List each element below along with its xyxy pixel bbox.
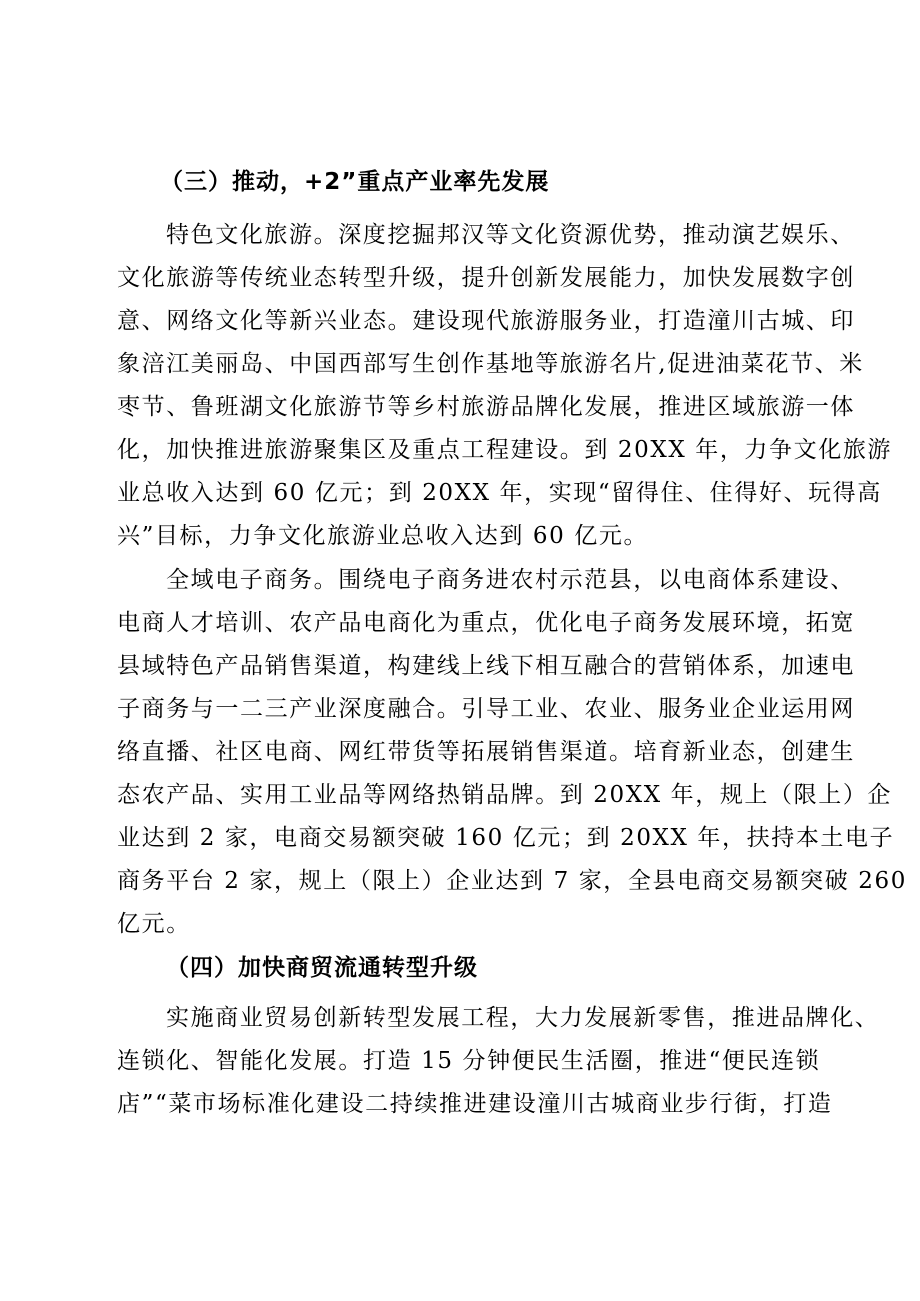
paragraph-line: 连锁化、智能化发展。打造 15 分钟便民生活圈，推进“便民连锁 <box>117 1048 821 1074</box>
paragraph-line: 特色文化旅游。深度挖掘邦汉等文化资源优势，推动演艺娱乐、 <box>166 222 855 248</box>
paragraph-line: 化，加快推进旅游聚集区及重点工程建设。到 20XX 年，力争文化旅游 <box>117 437 893 463</box>
paragraph-line: 县域特色产品销售渠道，构建线上线下相互融合的营销体系，加速电 <box>117 653 855 679</box>
paragraph-line: 电商人才培训、农产品电商化为重点，优化电子商务发展环境，拓宽 <box>117 610 855 636</box>
paragraph-line: 亿元。 <box>117 911 191 937</box>
paragraph-line: 意、网络文化等新兴业态。建设现代旅游服务业，打造潼川古城、印 <box>117 308 855 334</box>
paragraph-line: 态农产品、实用工业品等网络热销品牌。到 20XX 年，规上（限上）企 <box>117 782 893 808</box>
paragraph-line: 实施商业贸易创新转型发展工程，大力发展新零售，推进品牌化、 <box>166 1005 880 1031</box>
paragraph-line: 业达到 2 家，电商交易额突破 160 亿元；到 20XX 年，扶持本土电子 <box>117 825 895 851</box>
section-heading-3: （三）推动，+2”重点产业率先发展 <box>160 169 550 195</box>
paragraph-line: 业总收入达到 60 亿元；到 20XX 年，实现“留得住、住得好、玩得高 <box>117 480 882 506</box>
paragraph-line: 子商务与一二三产业深度融合。引导工业、农业、服务业企业运用网 <box>117 696 855 722</box>
section-heading-4: （四）加快商贸流通转型升级 <box>166 955 478 981</box>
paragraph-line: 象涪江美丽岛、中国西部写生创作基地等旅游名片,促进油菜花节、米 <box>117 351 864 377</box>
paragraph-line: 全域电子商务。围绕电子商务进农村示范县，以电商体系建设、 <box>166 567 855 593</box>
paragraph-line: 店”“菜市场标准化建设二持续推进建设潼川古城商业步行街，打造 <box>117 1091 833 1117</box>
paragraph-line: 枣节、鲁班湖文化旅游节等乡村旅游品牌化发展，推进区域旅游一体 <box>117 394 855 420</box>
paragraph-line: 文化旅游等传统业态转型升级，提升创新发展能力，加快发展数字创 <box>117 265 855 291</box>
paragraph-line: 络直播、社区电商、网红带货等拓展销售渠道。培育新业态，创建生 <box>117 739 855 765</box>
paragraph-line: 商务平台 2 家，规上（限上）企业达到 7 家，全县电商交易额突破 260 <box>117 868 907 894</box>
paragraph-line: 兴”目标，力争文化旅游业总收入达到 60 亿元。 <box>117 523 649 549</box>
